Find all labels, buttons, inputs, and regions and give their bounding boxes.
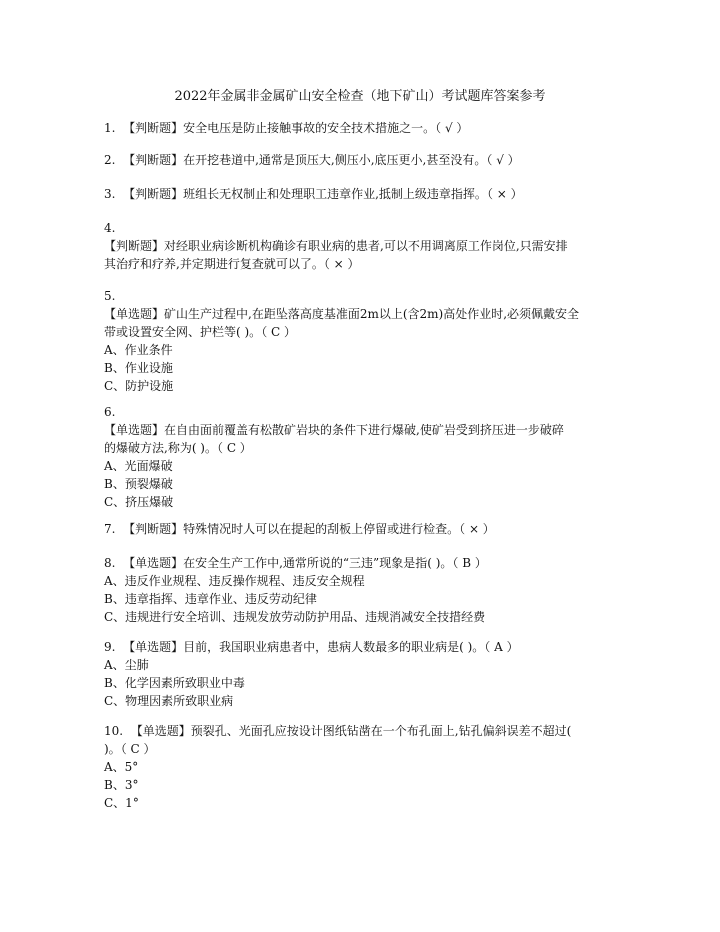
option-c: C、挤压爆破 xyxy=(104,495,174,509)
question-text-line1: 预裂孔、光面孔应按设计图纸钻凿在一个布孔面上,钻孔偏斜误差不超过( xyxy=(190,724,572,738)
option-b: B、预裂爆破 xyxy=(104,477,173,491)
question-text-line2: )。 xyxy=(104,742,121,756)
question-2 xyxy=(104,151,616,169)
option-a: A、光面爆破 xyxy=(104,459,173,473)
question-answer: （ A ） xyxy=(484,640,519,654)
option-c: C、1° xyxy=(104,796,139,810)
option-a: A、5° xyxy=(104,760,139,774)
question-type: 【判断题】 xyxy=(104,239,165,253)
question-type: 【单选题】 xyxy=(123,556,184,570)
question-type: 【单选题】 xyxy=(104,307,165,321)
question-text-line1: 在自由面前覆盖有松散矿岩块的条件下进行爆破,使矿岩受到挤压进一步破碎 xyxy=(164,423,564,437)
question-text: 特殊情况时人可以在提起的刮板上停留或进行检查。 xyxy=(183,522,460,536)
question-3 xyxy=(104,185,616,203)
page-title: 2022年金属非金属矿山安全检查（地下矿山）考试题库答案参考 xyxy=(174,89,546,104)
question-type: 【判断题】 xyxy=(123,121,184,135)
option-a: A、违反作业规程、违反操作规程、违反安全规程 xyxy=(104,574,365,588)
question-answer: （ × ） xyxy=(323,257,360,271)
question-text-line1: 矿山生产过程中,在距坠落高度基准面2m以上(含2m)高处作业时,必须佩戴安全 xyxy=(164,307,580,321)
option-b: B、化学因素所致职业中毒 xyxy=(104,676,245,690)
question-9 xyxy=(104,638,616,710)
question-text-line1: 对经职业病诊断机构确诊有职业病的患者,可以不用调离原工作岗位,只需安排 xyxy=(164,239,568,253)
question-answer: （ B ） xyxy=(452,556,487,570)
option-b: B、违章指挥、违章作业、违反劳动纪律 xyxy=(104,592,317,606)
question-type: 【判断题】 xyxy=(123,153,184,167)
option-b: B、作业设施 xyxy=(104,361,173,375)
question-answer: （ C ） xyxy=(261,325,296,339)
question-number: 1. xyxy=(104,121,116,135)
option-c: C、物理因素所致职业病 xyxy=(104,694,234,708)
question-4 xyxy=(104,219,616,273)
option-a: A、作业条件 xyxy=(104,343,173,357)
question-number: 4. xyxy=(104,221,116,235)
question-6 xyxy=(104,403,616,511)
question-text: 目前，我国职业病患者中，患病人数最多的职业病是( )。 xyxy=(183,640,485,654)
question-text: 在安全生产工作中,通常所说的“三违”现象是指( )。 xyxy=(183,556,453,570)
question-number: 10. xyxy=(104,724,124,738)
question-type: 【判断题】 xyxy=(123,187,184,201)
question-answer: （ × ） xyxy=(486,187,523,201)
question-answer: （ √ ） xyxy=(435,121,469,135)
question-text: 班组长无权制止和处理职工违章作业,抵制上级违章指挥。 xyxy=(183,187,487,201)
question-5 xyxy=(104,287,616,395)
option-c: C、违规进行安全培训、违规发放劳动防护用品、违规消减安全技措经费 xyxy=(104,610,486,624)
question-text-line2: 其治疗和疗养,并定期进行复查就可以了。 xyxy=(104,257,324,271)
option-a: A、尘肺 xyxy=(104,658,149,672)
question-type: 【单选题】 xyxy=(123,640,184,654)
question-number: 2. xyxy=(104,153,116,167)
question-text: 安全电压是防止接触事故的安全技术措施之一。 xyxy=(183,121,436,135)
question-number: 9. xyxy=(104,640,116,654)
option-b: B、3° xyxy=(104,778,139,792)
question-answer: （ C ） xyxy=(217,441,252,455)
question-text: 在开挖巷道中,通常是顶压大,侧压小,底压更小,甚至没有。 xyxy=(183,153,487,167)
question-number: 5. xyxy=(104,289,116,303)
question-1 xyxy=(104,119,616,137)
question-8 xyxy=(104,554,616,626)
question-answer: （ √ ） xyxy=(486,153,520,167)
question-answer: （ × ） xyxy=(459,522,495,536)
question-answer: （ C ） xyxy=(120,742,156,756)
question-number: 8. xyxy=(104,556,116,570)
question-10 xyxy=(104,722,616,812)
question-number: 7. xyxy=(104,522,116,536)
question-7 xyxy=(104,520,616,538)
question-type: 【单选题】 xyxy=(104,423,165,437)
question-type: 【单选题】 xyxy=(130,724,191,738)
question-text-line2: 带或设置安全网、护栏等( )。 xyxy=(104,325,262,339)
question-number: 3. xyxy=(104,187,116,201)
question-text-line2: 的爆破方法,称为( )。 xyxy=(104,441,217,455)
question-type: 【判断题】 xyxy=(123,522,184,536)
question-number: 6. xyxy=(104,405,116,419)
option-c: C、防护设施 xyxy=(104,379,174,393)
